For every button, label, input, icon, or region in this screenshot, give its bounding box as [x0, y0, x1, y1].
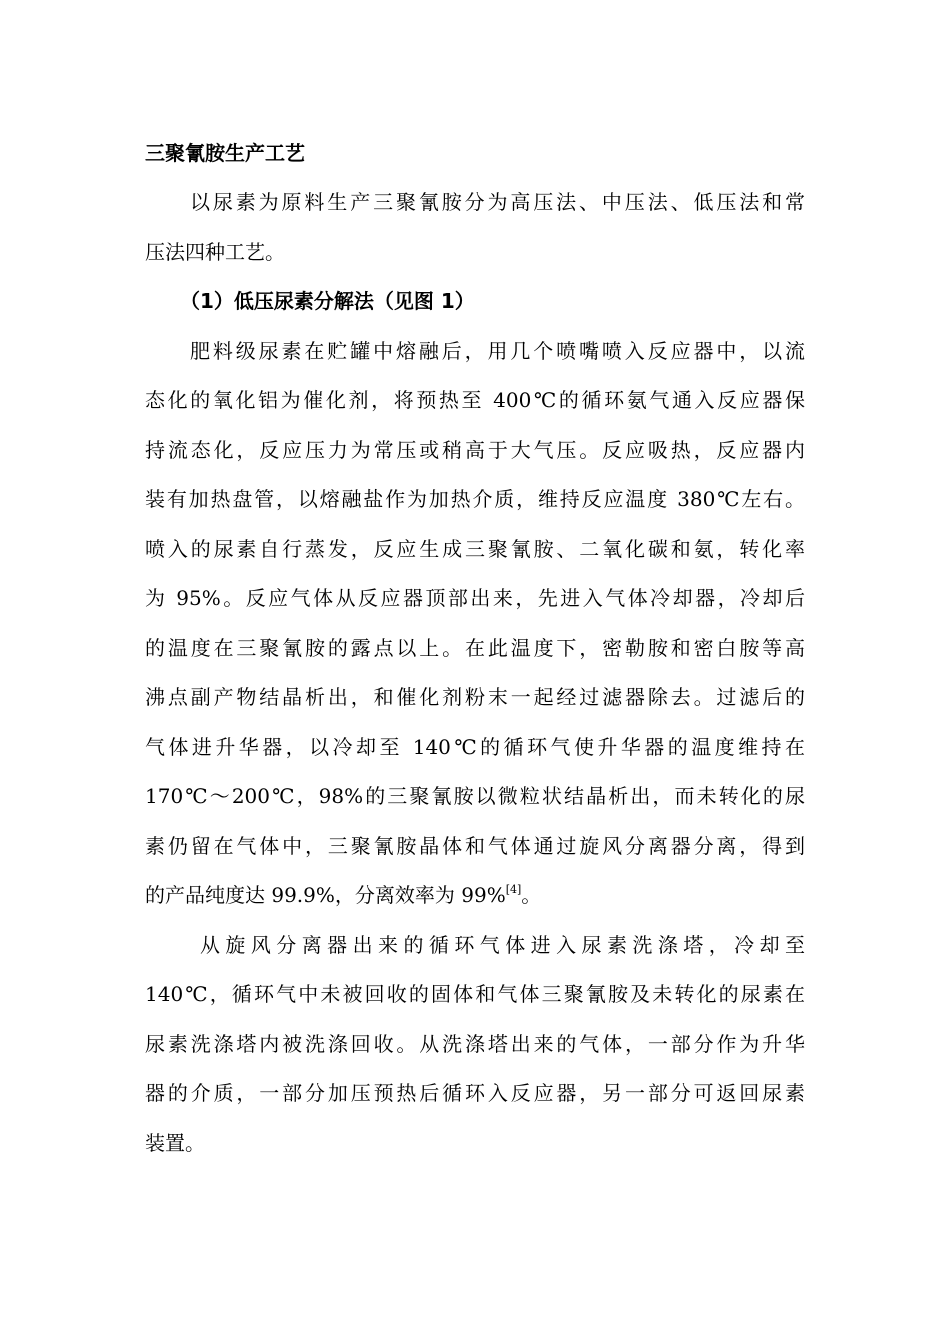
section-heading: （1）低压尿素分解法（见图 1） — [180, 289, 475, 313]
p1-line-5: 喷入的尿素自行蒸发，反应生成三聚氰胺、二氧化碳和氨，转化率 — [145, 536, 805, 561]
p1-line-3: 持流态化，反应压力为常压或稍高于大气压。反应吸热，反应器内 — [145, 437, 805, 462]
p1-line-1: 肥料级尿素在贮罐中熔融后，用几个喷嘴喷入反应器中，以流 — [190, 338, 805, 363]
p2-line-2: 140℃，循环气中未被回收的固体和气体三聚氰胺及未转化的尿素在 — [145, 982, 805, 1006]
intro-line-2: 压法四种工艺。 — [145, 239, 285, 264]
p1-line-6: 为 95%。反应气体从反应器顶部出来，先进入气体冷却器，冷却后 — [145, 586, 805, 610]
paragraph-1 — [145, 327, 805, 921]
intro-line-1: 以尿素为原料生产三聚氰胺分为高压法、中压法、低压法和常 — [190, 190, 805, 214]
p1-line-4: 装有加热盘管，以熔融盐作为加热介质，维持反应温度 380℃左右。 — [145, 487, 805, 511]
p1-line-2: 态化的氧化铝为催化剂，将预热至 400℃的循环氨气通入反应器保 — [145, 388, 805, 412]
p1-line-11: 素仍留在气体中，三聚氰胺晶体和气体通过旋风分离器分离，得到 — [145, 833, 805, 858]
paragraph-2 — [145, 921, 805, 1169]
p2-line-4: 器的介质，一部分加压预热后循环入反应器，另一部分可返回尿素 — [145, 1081, 805, 1105]
p1-line-12-text: 的产品纯度达 99.9%，分离效率为 99% — [145, 883, 506, 907]
document-body — [145, 128, 805, 1168]
p2-line-3: 尿素洗涤塔内被洗涤回收。从洗涤塔出来的气体，一部分作为升华 — [145, 1031, 805, 1056]
p2-line-5: 装置。 — [145, 1130, 205, 1155]
intro-paragraph — [145, 178, 805, 277]
p1-line-7: 的温度在三聚氰胺的露点以上。在此温度下，密勒胺和密白胺等高 — [145, 635, 805, 660]
p1-line-10: 170℃～200℃，98%的三聚氰胺以微粒状结晶析出，而未转化的尿 — [145, 784, 805, 808]
p1-line-12-end: 。 — [521, 883, 542, 907]
p1-line-8: 沸点副产物结晶析出，和催化剂粉末一起经过滤器除去。过滤后的 — [145, 685, 805, 709]
p1-line-12 — [145, 871, 805, 921]
citation-ref: [4] — [505, 883, 522, 896]
p1-line-9: 气体进升华器，以冷却至 140℃的循环气使升华器的温度维持在 — [145, 734, 805, 759]
p2-line-1: 从旋风分离器出来的循环气体进入尿素洗涤塔，冷却至 — [200, 932, 805, 957]
document-title: 三聚氰胺生产工艺 — [145, 141, 305, 165]
